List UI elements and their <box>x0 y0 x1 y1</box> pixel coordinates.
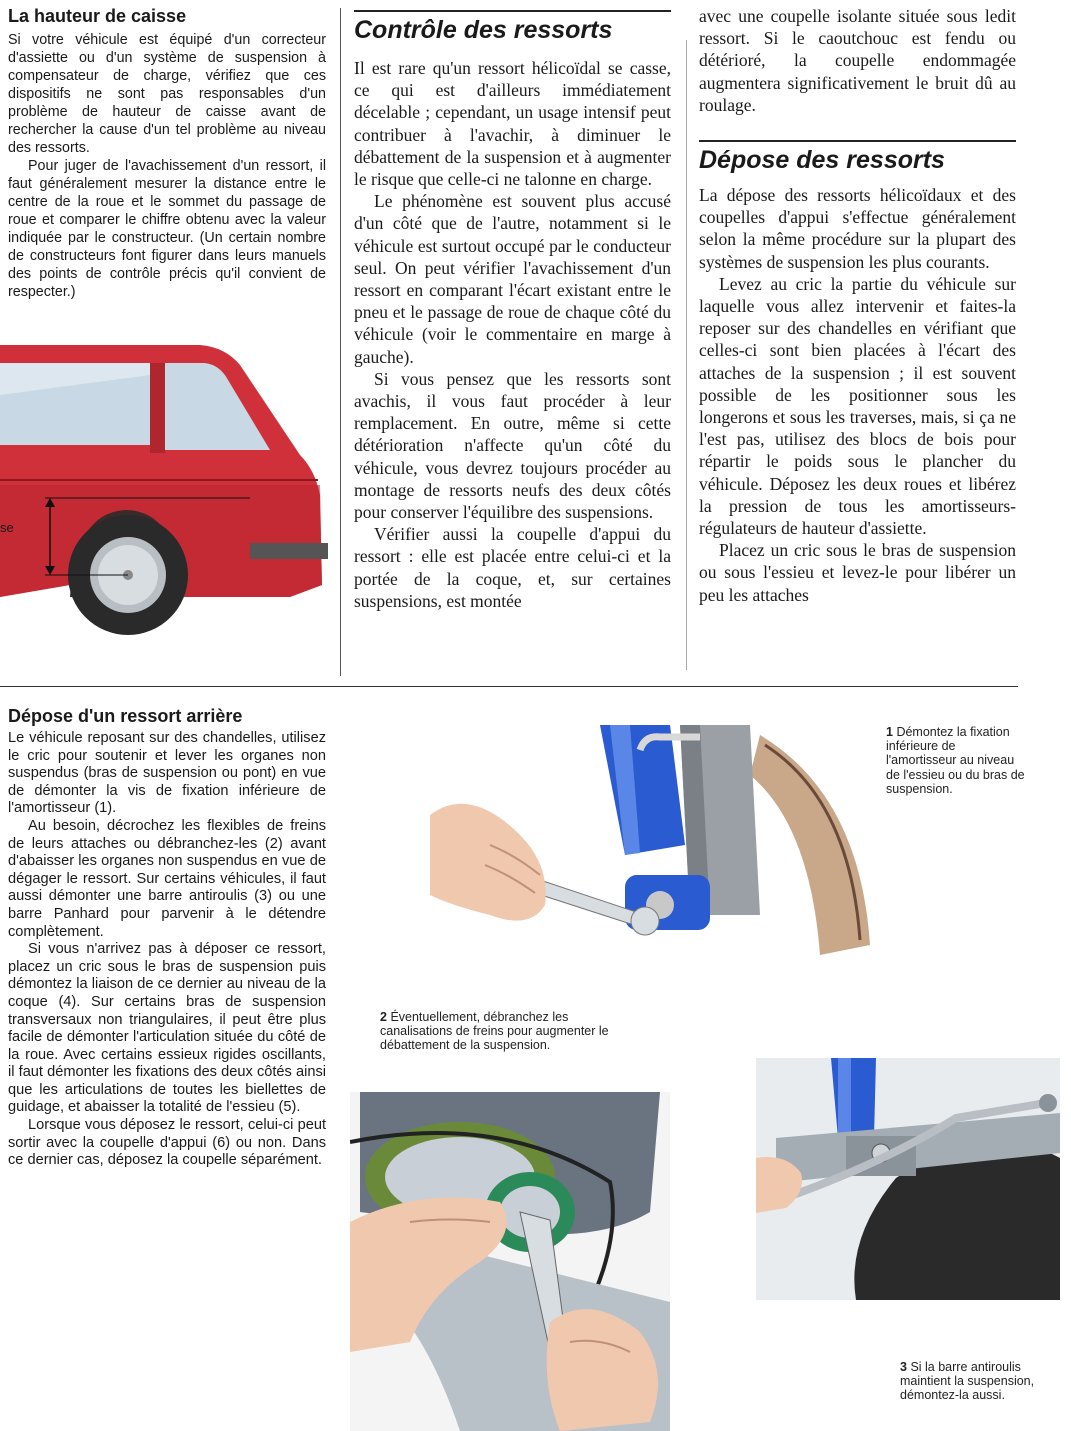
rear-body <box>8 730 326 1170</box>
caption-text: Éventuellement, débranchez les canalisations de freins pour augmenter le débattement de la suspension. <box>380 1010 609 1053</box>
body-paragraph: Au besoin, décrochez les flexibles de freins de leurs attaches ou débranchez-les (2) avant d'abaisser les organes non suspendus en vue de dégager le ressort. Sur certains véhicules, il faut aussi démonter une barre antiroulis (3) ou une barre Panhard pour parvenir à le détendre complètement. <box>8 817 326 940</box>
body-paragraph: Il est rare qu'un ressort hélicoïdal se casse, ce qui est d'ailleurs immédiatement décelable ; cependant, un usage intensif peut contribuer à l'avachir, à diminuer le débattement de la suspension et à augmenter le risque que celle-ci ne talonne en charge. <box>354 58 671 190</box>
caption-number: 2 <box>380 1010 387 1024</box>
sidebar-paragraph: Pour juger de l'avachissement d'un ressort, il faut généralement mesurer la distance entre le centre de la roue et le sommet du passage de roue et comparer le chiffre obtenu avec la valeur indiquée par le constructeur. (Un certain nombre de constructeurs font figurer dans leurs manuels des points de contrôle précis qu'il convient de respecter.) <box>8 158 326 300</box>
caption-number: 3 <box>900 1360 907 1374</box>
caption-1 <box>886 725 1026 796</box>
body-paragraph: Si vous n'arrivez pas à déposer ce ressort, placez un cric sous le bras de suspension puis démontez la liaison de ce dernier au niveau de la coque (4). Sur certains bras de suspension transversaux non triangulaires, il peut être plus facile de démonter l'articulation située du côté de la roue. Avec certains essieux rigides oscillants, il faut démonter les fixations des deux côtés ainsi que les articulations de toutes les biellettes de guidage, et abaisser la totalité de l'essieu (5). <box>8 941 326 1116</box>
heading-controle: Contrôle des ressorts <box>354 10 671 45</box>
body-paragraph: Levez au cric la partie du véhicule sur laquelle vous allez intervenir et faites-la reposer sur des chandelles en vérifiant que celles-ci sont bien placées à l'écart des attaches de la suspension ; il est souvent possible de les positionner sous les longerons et sous les traverses, mais, si ça ne l'est pas, utilisez des blocs de bois pour répartir le poids sous le plancher du véhicule. Déposez les deux roues et libérez la pression de tous les amortisseurs-régulateurs de hauteur d'assiette. <box>699 273 1016 539</box>
body-paragraph: Lorsque vous déposez le ressort, celui-ci peut sortir avec la coupelle d'appui (6) ou non. Dans ce dernier cas, déposez la coupelle séparément. <box>8 1117 326 1169</box>
sidebar-title: La hauteur de caisse <box>8 6 187 26</box>
caption-3 <box>900 1360 1036 1403</box>
column-three <box>699 5 1016 606</box>
illustration-shock-absorber <box>430 715 880 960</box>
caption-text: Si la barre antiroulis maintient la suspension, démontez-la aussi. <box>900 1360 1035 1403</box>
body-paragraph: Le véhicule reposant sur des chandelles, utilisez le cric pour soutenir et lever les organes non suspendus (bras de suspension ou pont) en vue de démonter la vis de fixation inférieure de l'amortisseur (1). <box>8 730 326 817</box>
sidebar-text <box>8 31 326 301</box>
rear-spring-section <box>8 706 326 1170</box>
body-paragraph: Placez un cric sous le bras de suspension ou sous l'essieu et levez-le pour libérer un peu les attaches <box>699 540 1016 605</box>
body-paragraph: La dépose des ressorts hélicoïdaux et des coupelles d'appui s'effectue généralement selon la même procédure sur la plupart des systèmes de suspension les plus courants. <box>699 185 1016 272</box>
car-height-illustration <box>0 335 328 675</box>
illustration-anti-roll-bar <box>756 1058 1060 1300</box>
sidebar-box <box>8 6 326 301</box>
body-paragraph: Si vous pensez que les ressorts sont avachis, il vous faut procéder à leur remplacement. En outre, même si cette détérioration n'affecte qu'un côté du véhicule, vous devrez toujours procéder au montage de ressorts neufs des deux côtés pour conserver l'équilibre des suspensions. <box>354 368 671 523</box>
caption-number: 1 <box>886 725 893 739</box>
section-divider <box>0 686 1018 687</box>
heading-depose: Dépose des ressorts <box>699 140 1016 175</box>
body-paragraph: Vérifier aussi la coupelle d'appui du ressort : elle est placée entre celui-ci et la portée de la coque, et, sur certaines suspensions, est montée <box>354 524 671 611</box>
caption-text: Démontez la fixation inférieure de l'amortisseur au niveau de l'essieu ou du bras de suspension. <box>886 725 1025 796</box>
article-controle <box>354 10 671 612</box>
column-rule <box>340 8 341 676</box>
rear-title: Dépose d'un ressort arrière <box>8 706 243 726</box>
caption-2 <box>380 1010 612 1053</box>
continuation-text: avec une coupelle isolante située sous ledit ressort. Si le caoutchouc est fendu ou détérioré, la coupelle endommagée augmentera significativement le bruit dû au roulage. <box>699 6 1016 115</box>
column-rule <box>686 40 687 670</box>
controle-body <box>354 57 671 612</box>
body-paragraph: Le phénomène est souvent plus accusé d'un côté que de l'autre, notamment si le véhicule est surtout occupé par le conducteur seul. On peut vérifier l'avachissement d'un ressort en comparant l'écart existant entre le pneu et le passage de roue de chaque côté du véhicule (voir le commentaire en marge à gauche). <box>354 191 671 367</box>
sidebar-paragraph: Si votre véhicule est équipé d'un correcteur d'assiette ou d'un système de suspension à compensateur de charge, vérifiez que ces dispositifs ne sont pas responsables d'un problème de hauteur de caisse avant de rechercher la cause d'un tel problème au niveau des ressorts. <box>8 32 326 156</box>
figure-fragment-label: se <box>0 520 14 535</box>
depose-body <box>699 184 1016 606</box>
illustration-brake-line <box>350 1092 670 1431</box>
